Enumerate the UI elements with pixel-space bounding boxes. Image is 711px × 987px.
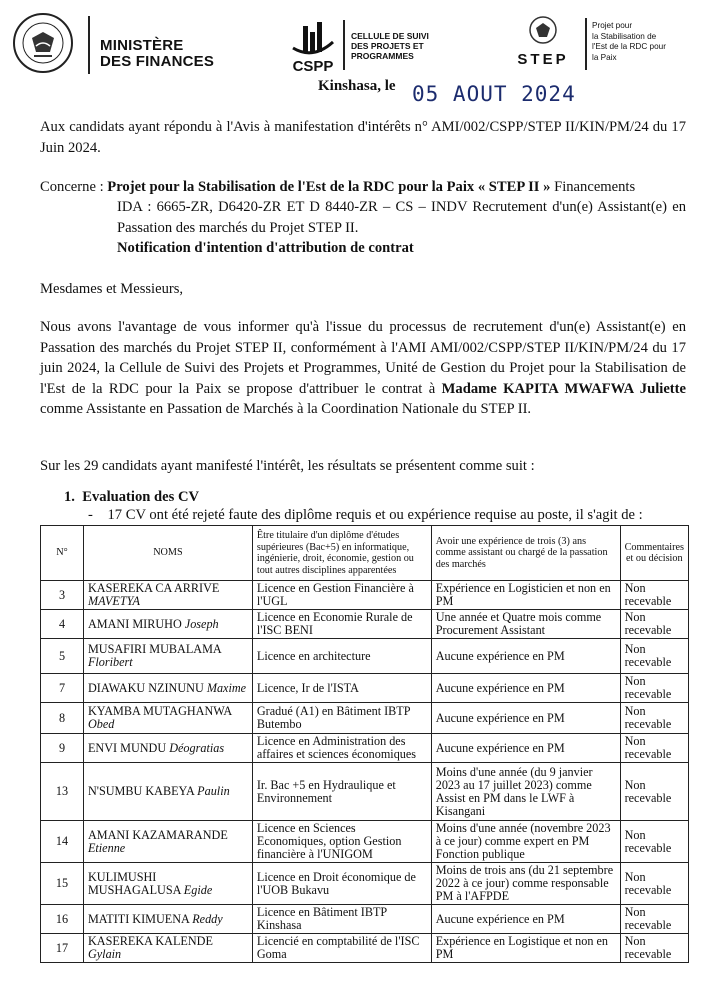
section-number: 1. <box>64 489 75 505</box>
divider <box>88 16 90 74</box>
cell-number: 15 <box>41 863 84 905</box>
section-sub <box>88 505 698 526</box>
table-row <box>41 703 689 734</box>
cspp-line-1: CELLULE DE SUIVI <box>351 31 429 41</box>
table-row <box>41 763 689 821</box>
header-names: NOMS <box>83 526 252 581</box>
cspp-line-3: PROGRAMMES <box>351 51 414 61</box>
table-row <box>41 581 689 610</box>
cell-number: 17 <box>41 934 84 963</box>
candidate-surname: KASEREKA KALENDE <box>87 934 213 948</box>
candidate-firstname: Reddy <box>192 911 223 926</box>
cell-diploma: Licence en Economie Rurale de l'ISC BENI <box>252 610 431 639</box>
salutation: Mesdames et Messieurs, <box>40 281 184 297</box>
cell-decision: Non recevable <box>620 905 688 934</box>
cell-diploma: Licencié en comptabilité de l'ISC Goma <box>252 934 431 963</box>
cell-name <box>83 734 252 763</box>
step-line-1: Projet pour <box>592 21 633 30</box>
cell-name <box>83 581 252 610</box>
cell-diploma: Licence, Ir de l'ISTA <box>252 674 431 703</box>
cell-name <box>83 934 252 963</box>
cell-experience: Expérience en Logistique et non en PM <box>431 934 620 963</box>
cell-number: 5 <box>41 639 84 674</box>
results-table <box>40 525 689 963</box>
body-paragraph <box>40 317 686 420</box>
cell-experience: Aucune expérience en PM <box>431 674 620 703</box>
cell-number: 14 <box>41 821 84 863</box>
cell-experience: Expérience en Logisticien et non en PM <box>431 581 620 610</box>
candidate-firstname: Maxime <box>206 680 247 695</box>
cell-decision: Non recevable <box>620 763 688 821</box>
cell-name <box>83 639 252 674</box>
cell-number: 13 <box>41 763 84 821</box>
cspp-logo-text: CSPP <box>292 58 334 74</box>
header-diploma: Être titulaire d'un diplôme d'études supérieures (Bac+5) en informatique, ingénierie, droit, économie, gestion ou tout autres disciplines apparentées <box>252 526 431 581</box>
date-stamp: 05 AOUT 2024 <box>412 82 576 106</box>
table-row <box>41 734 689 763</box>
cell-diploma: Ir. Bac +5 en Hydraulique et Environnement <box>252 763 431 821</box>
section-title: Evaluation des CV <box>82 489 200 505</box>
body-text-end: comme Assistante en Passation de Marchés à la Coordination Nationale du STEP II. <box>40 401 532 417</box>
subject-financing-head: Financements <box>554 179 636 195</box>
candidate-firstname: Paulin <box>197 784 230 798</box>
candidate-surname: MATITI KIMUENA <box>87 911 190 926</box>
cell-decision: Non recevable <box>620 674 688 703</box>
cell-experience: Aucune expérience en PM <box>431 703 620 734</box>
step-project-name <box>592 21 666 63</box>
cell-experience: Aucune expérience en PM <box>431 905 620 934</box>
cell-diploma: Licence en Administration des affaires et sciences économiques <box>252 734 431 763</box>
candidate-firstname: MAVETYA <box>87 594 140 608</box>
cell-diploma: Licence en architecture <box>252 639 431 674</box>
cell-number: 7 <box>41 674 84 703</box>
ministry-line-2: DES FINANCES <box>100 53 215 70</box>
letterhead <box>0 0 711 80</box>
cell-decision: Non recevable <box>620 863 688 905</box>
dash-bullet: - <box>88 507 93 523</box>
cell-number: 4 <box>41 610 84 639</box>
cell-diploma: Licence en Bâtiment IBTP Kinshasa <box>252 905 431 934</box>
body-text: Nous avons l'avantage de vous informer qu'à l'issue du processus de recrutement d'un(e) Assistant(e) en Passation des marchés du Projet STEP II, conformément à l'AMI AMI/002/CSPP/STEP II/KIN/PM/24 du 17 juin 2024, la Cellule de Suivi des Projets et Programmes, Unité de Gestion du Projet pour la Stabilisation de l'Est de la RDC pour la Paix se propose d'attribuer le contrat à <box>40 319 686 397</box>
results-intro: Sur les 29 candidats ayant manifesté l'intérêt, les résultats se présentent comme suit : <box>40 458 535 474</box>
cell-name <box>83 763 252 821</box>
cell-number: 8 <box>41 703 84 734</box>
candidate-surname: DIAWAKU NZINUNU <box>87 680 204 695</box>
cell-name <box>83 610 252 639</box>
cell-name <box>83 674 252 703</box>
cell-number: 9 <box>41 734 84 763</box>
cell-experience: Aucune expérience en PM <box>431 734 620 763</box>
cell-diploma: Licence en Gestion Financière à l'UGL <box>252 581 431 610</box>
step-line-3: l'Est de la RDC pour <box>592 42 666 51</box>
header-decision: Commentaires et ou décision <box>620 526 688 581</box>
divider <box>585 18 587 70</box>
cell-diploma: Gradué (A1) en Bâtiment IBTP Butembo <box>252 703 431 734</box>
candidate-firstname: Obed <box>87 717 115 731</box>
candidate-surname: KYAMBA MUTAGHANWA <box>87 704 232 718</box>
cell-decision: Non recevable <box>620 821 688 863</box>
candidate-surname: ENVI MUNDU <box>87 740 167 755</box>
awardee-name: Madame KAPITA MWAFWA Juliette <box>441 380 686 397</box>
table-row <box>41 934 689 963</box>
subject-financing: IDA : 6665-ZR, D6420-ZR ET D 8440-ZR – CS – INDV Recrutement d'un(e) Assistant(e) en Passation des marchés du Projet STEP II. <box>117 199 686 236</box>
cspp-logo-icon <box>283 18 343 74</box>
table-row <box>41 639 689 674</box>
cell-decision: Non recevable <box>620 581 688 610</box>
cell-name <box>83 703 252 734</box>
subject-label: Concerne : <box>40 179 104 195</box>
candidate-firstname: Déogratias <box>169 740 225 755</box>
ministry-line-1: MINISTÈRE <box>100 37 184 54</box>
subject-title: Projet pour la Stabilisation de l'Est de la RDC pour la Paix « STEP II » <box>107 179 551 195</box>
section-sub-text: 17 CV ont été rejeté faute des diplôme requis et ou expérience requise au poste, il s'agit de : <box>107 507 643 523</box>
notification-title: Notification d'intention d'attribution de contrat <box>117 240 414 256</box>
cell-number: 3 <box>41 581 84 610</box>
table-row <box>41 905 689 934</box>
cell-decision: Non recevable <box>620 703 688 734</box>
cell-experience: Moins d'une année (novembre 2023 à ce jour) comme expert en PM Fonction publique <box>431 821 620 863</box>
candidate-surname: KASEREKA CA ARRIVE <box>87 581 220 595</box>
candidate-firstname: Floribert <box>87 655 133 669</box>
table-row <box>41 821 689 863</box>
header-no: N° <box>41 526 84 581</box>
candidate-firstname: Etienne <box>87 840 126 855</box>
table-row <box>41 674 689 703</box>
table-body <box>41 581 689 963</box>
table-row <box>41 863 689 905</box>
candidate-surname: AMANI KAZAMARANDE <box>87 827 228 842</box>
cell-name <box>83 821 252 863</box>
addressee: Aux candidats ayant répondu à l'Avis à manifestation d'intérêts n° AMI/002/CSPP/STEP II/KIN/PM/24 du 17 Juin 2024. <box>40 119 686 156</box>
cspp-name <box>351 31 429 61</box>
table-header-row <box>41 526 689 581</box>
candidate-surname: AMANI MIRUHO <box>87 616 182 631</box>
subject-first-line <box>40 177 690 198</box>
cell-number: 16 <box>41 905 84 934</box>
cell-decision: Non recevable <box>620 734 688 763</box>
step-logo-icon <box>506 12 580 68</box>
ministry-name <box>100 38 214 70</box>
candidate-surname: KULIMUSHI MUSHAGALUSA <box>87 869 181 897</box>
candidate-firstname: Joseph <box>184 616 219 631</box>
cell-experience: Moins de trois ans (du 21 septembre 2022 à ce jour) comme responsable PM à l'AFPDE <box>431 863 620 905</box>
step-line-2: la Stabilisation de <box>592 31 657 41</box>
step-line-4: la Paix <box>592 52 617 62</box>
cell-diploma: Licence en Droit économique de l'UOB Bukavu <box>252 863 431 905</box>
table-row <box>41 610 689 639</box>
candidate-surname: N'SUMBU KABEYA <box>87 784 195 798</box>
step-logo-text: STEP <box>517 51 569 68</box>
candidate-firstname: Gylain <box>87 947 122 961</box>
cell-name <box>83 863 252 905</box>
cell-decision: Non recevable <box>620 610 688 639</box>
cell-experience: Aucune expérience en PM <box>431 639 620 674</box>
cell-decision: Non recevable <box>620 934 688 963</box>
divider <box>343 20 345 70</box>
candidate-firstname: Egide <box>183 882 213 897</box>
cell-experience: Moins d'une année (du 9 janvier 2023 au 17 juillet 2023) comme Assist en PM dans le LWF à Kisangani <box>431 763 620 821</box>
drc-coat-of-arms-seal-icon <box>12 12 74 74</box>
cell-decision: Non recevable <box>620 639 688 674</box>
cell-diploma: Licence en Sciences Economiques, option Gestion financière à l'UNIGOM <box>252 821 431 863</box>
place-label: Kinshasa, le <box>318 78 396 94</box>
header-experience: Avoir une expérience de trois (3) ans comme assistant ou chargé de la passation des marchés <box>431 526 620 581</box>
cell-experience: Une année et Quatre mois comme Procurement Assistant <box>431 610 620 639</box>
cspp-line-2: DES PROJETS ET <box>351 41 424 51</box>
candidate-surname: MUSAFIRI MUBALAMA <box>87 642 222 656</box>
cell-name <box>83 905 252 934</box>
